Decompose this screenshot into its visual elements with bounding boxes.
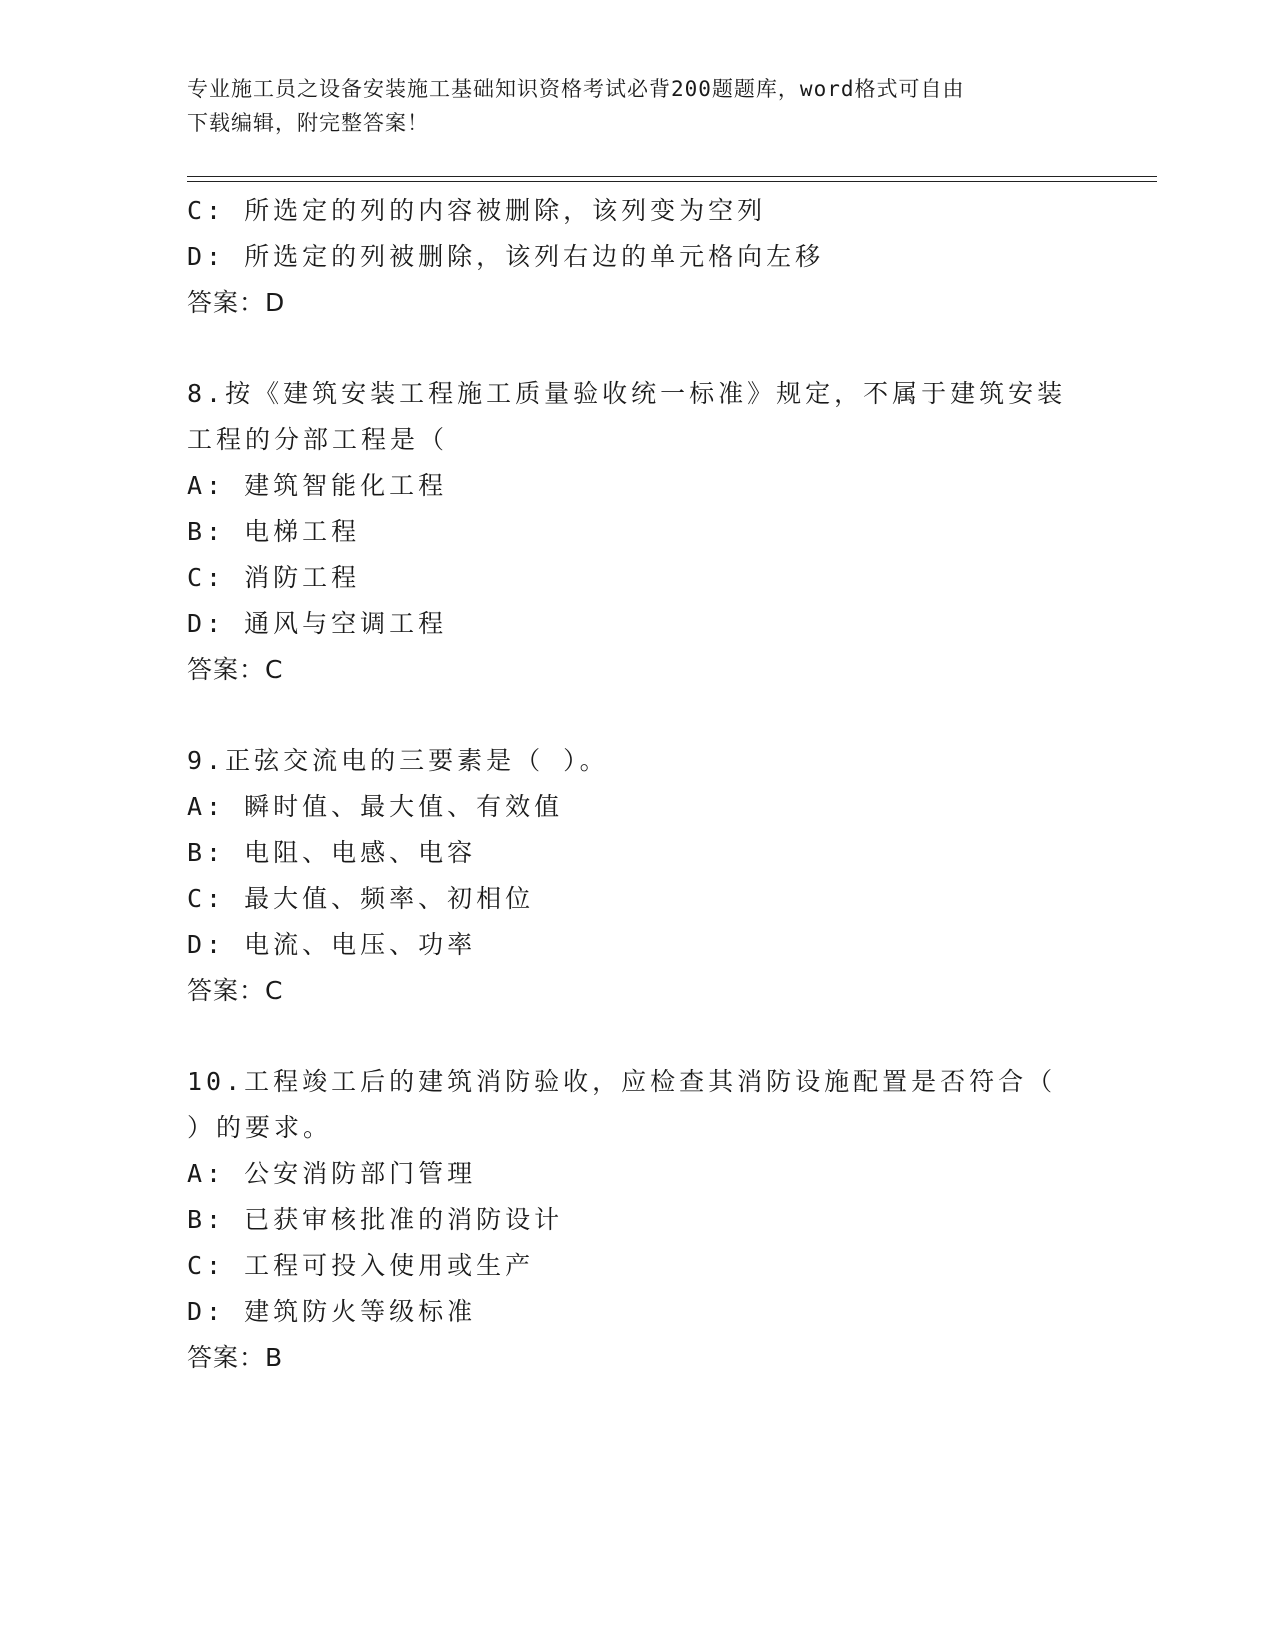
spacer <box>187 326 1087 371</box>
question-content <box>187 188 1087 1381</box>
option-d: D: 建筑防火等级标准 <box>187 1297 477 1326</box>
option-a: A: 公安消防部门管理 <box>187 1159 477 1188</box>
header-divider-top <box>187 176 1157 177</box>
spacer <box>187 693 1087 738</box>
option-b: B: 已获审核批准的消防设计 <box>187 1205 564 1234</box>
header-line-1: 专业施工员之设备安装施工基础知识资格考试必背200题题库，word格式可自由 <box>187 77 965 101</box>
option-d: D: 所选定的列被删除，该列右边的单元格向左移 <box>187 242 825 271</box>
question-stem: 9.正弦交流电的三要素是（ ）。 <box>187 746 609 775</box>
option-d: D: 通风与空调工程 <box>187 609 448 638</box>
question-stem-continued: 工程的分部工程是（ <box>187 425 449 454</box>
question-stem: 8.按《建筑安装工程施工质量验收统一标准》规定，不属于建筑安装 <box>187 379 1067 408</box>
document-header <box>187 72 1087 140</box>
header-divider-bottom <box>187 181 1157 182</box>
option-b: B: 电阻、电感、电容 <box>187 838 477 867</box>
option-c: C: 消防工程 <box>187 563 361 592</box>
option-a: A: 建筑智能化工程 <box>187 471 448 500</box>
answer-line: 答案：C <box>187 655 284 684</box>
answer-line: 答案：B <box>187 1343 284 1372</box>
answer-line: 答案：D <box>187 288 286 317</box>
question-stem-continued: ）的要求。 <box>187 1113 333 1142</box>
question-10 <box>187 1059 1087 1381</box>
previous-question-tail <box>187 188 1087 326</box>
spacer <box>187 1014 1087 1059</box>
question-stem: 10.工程竣工后的建筑消防验收，应检查其消防设施配置是否符合（ <box>187 1067 1057 1096</box>
header-line-2: 下载编辑，附完整答案！ <box>187 111 429 135</box>
option-b: B: 电梯工程 <box>187 517 361 546</box>
question-8 <box>187 371 1087 693</box>
answer-line: 答案：C <box>187 976 284 1005</box>
option-c: C: 最大值、频率、初相位 <box>187 884 535 913</box>
option-d: D: 电流、电压、功率 <box>187 930 477 959</box>
option-c: C: 工程可投入使用或生产 <box>187 1251 535 1280</box>
option-a: A: 瞬时值、最大值、有效值 <box>187 792 564 821</box>
option-c: C: 所选定的列的内容被删除，该列变为空列 <box>187 196 767 225</box>
question-9 <box>187 738 1087 1014</box>
